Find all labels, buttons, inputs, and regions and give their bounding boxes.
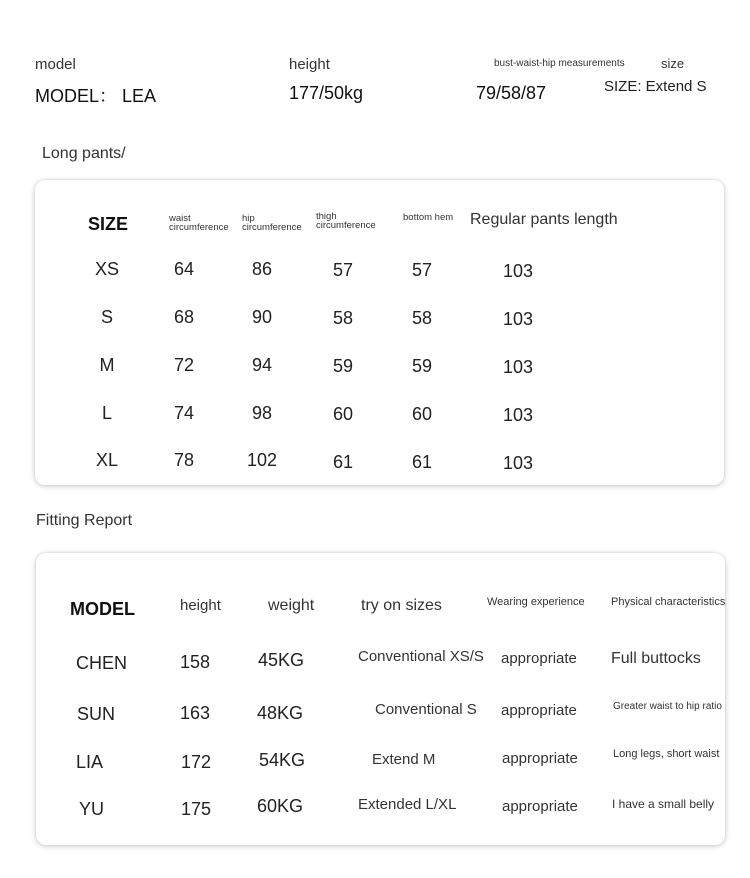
pants-cell-thigh: 61 xyxy=(332,452,354,472)
fitting-report-table xyxy=(36,553,725,845)
pants-cell-thigh: 59 xyxy=(332,356,354,376)
pants-cell-size: S xyxy=(100,307,113,327)
fitting-col-height: height xyxy=(180,597,221,614)
pants-cell-size: M xyxy=(99,355,115,375)
pants-section-title: Long pants/ xyxy=(42,145,126,162)
fitting-cell-experience: appropriate xyxy=(502,750,578,767)
pants-cell-hip: 90 xyxy=(251,307,273,327)
fitting-cell-try: Conventional XS/S xyxy=(358,648,484,665)
fitting-cell-weight: 54KG xyxy=(259,750,306,770)
height-value: 177/50kg xyxy=(289,83,364,103)
fitting-cell-try: Conventional S xyxy=(375,701,477,718)
fitting-cell-model: CHEN xyxy=(76,653,128,673)
fitting-cell-weight: 45KG xyxy=(258,650,305,670)
bwh-value: 79/58/87 xyxy=(476,83,547,103)
fitting-section-title: Fitting Report xyxy=(36,512,133,529)
fitting-cell-model: LIA xyxy=(76,752,104,772)
pants-cell-length: 103 xyxy=(502,309,534,329)
pants-cell-thigh: 57 xyxy=(332,260,354,280)
fitting-cell-experience: appropriate xyxy=(501,702,577,719)
pants-cell-length: 103 xyxy=(502,357,534,377)
fitting-cell-model: SUN xyxy=(77,704,116,724)
fitting-cell-physical: Long legs, short waist xyxy=(613,748,720,760)
pants-col-thigh: thigh circumference xyxy=(316,211,376,231)
pants-col-hip: hip circumference xyxy=(242,213,302,233)
fitting-col-physical: Physical characteristics xyxy=(611,596,725,608)
pants-cell-hip: 94 xyxy=(251,355,273,375)
fitting-cell-height: 172 xyxy=(181,752,212,772)
fitting-cell-physical: Greater waist to hip ratio xyxy=(613,701,722,712)
pants-col-size: SIZE xyxy=(88,214,129,234)
pants-cell-size: XL xyxy=(95,450,119,470)
pants-cell-bottom: 58 xyxy=(411,308,433,328)
pants-cell-bottom: 61 xyxy=(411,452,433,472)
pants-cell-waist: 72 xyxy=(173,355,195,375)
fitting-cell-physical: Full buttocks xyxy=(611,650,701,667)
pants-cell-hip: 86 xyxy=(251,259,273,279)
pants-cell-bottom: 60 xyxy=(411,404,433,424)
pants-col-waist: waist circumference xyxy=(169,213,229,233)
pants-size-table xyxy=(35,180,724,485)
pants-cell-size: XS xyxy=(94,259,119,279)
bwh-label: bust-waist-hip measurements xyxy=(494,58,625,69)
pants-cell-waist: 78 xyxy=(173,450,195,470)
pants-cell-size: L xyxy=(101,403,112,423)
fitting-cell-try: Extend M xyxy=(372,751,436,768)
fitting-cell-height: 175 xyxy=(181,799,212,819)
fitting-cell-height: 163 xyxy=(180,703,211,723)
pants-col-length: Regular pants length xyxy=(470,211,618,228)
fitting-cell-weight: 60KG xyxy=(257,796,304,816)
size-label: size xyxy=(661,56,685,71)
pants-cell-waist: 74 xyxy=(173,403,195,423)
pants-cell-hip: 102 xyxy=(246,450,278,470)
pants-cell-thigh: 60 xyxy=(332,404,354,424)
pants-col-bottom: bottom hem xyxy=(403,212,454,223)
fitting-cell-model: YU xyxy=(79,799,105,819)
pants-cell-bottom: 57 xyxy=(411,260,433,280)
model-label: model xyxy=(35,56,76,73)
fitting-cell-weight: 48KG xyxy=(257,703,304,723)
pants-cell-length: 103 xyxy=(502,261,534,281)
fitting-cell-physical: I have a small belly xyxy=(612,797,715,811)
model-value: MODEL： LEA xyxy=(35,86,157,106)
fitting-col-try: try on sizes xyxy=(361,597,442,614)
pants-cell-waist: 68 xyxy=(173,307,195,327)
pants-cell-length: 103 xyxy=(502,453,534,473)
height-label: height xyxy=(289,56,330,73)
pants-cell-thigh: 58 xyxy=(332,308,354,328)
fitting-cell-height: 158 xyxy=(180,652,211,672)
pants-cell-bottom: 59 xyxy=(411,356,433,376)
fitting-col-experience: Wearing experience xyxy=(487,596,585,608)
fitting-cell-experience: appropriate xyxy=(502,798,578,815)
fitting-col-model: MODEL xyxy=(70,599,135,619)
pants-cell-hip: 98 xyxy=(251,403,273,423)
pants-cell-length: 103 xyxy=(502,405,534,425)
fitting-cell-experience: appropriate xyxy=(501,650,577,667)
pants-cell-waist: 64 xyxy=(173,259,195,279)
size-value: SIZE: Extend S xyxy=(604,78,707,95)
fitting-col-weight: weight xyxy=(268,597,315,614)
fitting-cell-try: Extended L/XL xyxy=(358,796,457,813)
